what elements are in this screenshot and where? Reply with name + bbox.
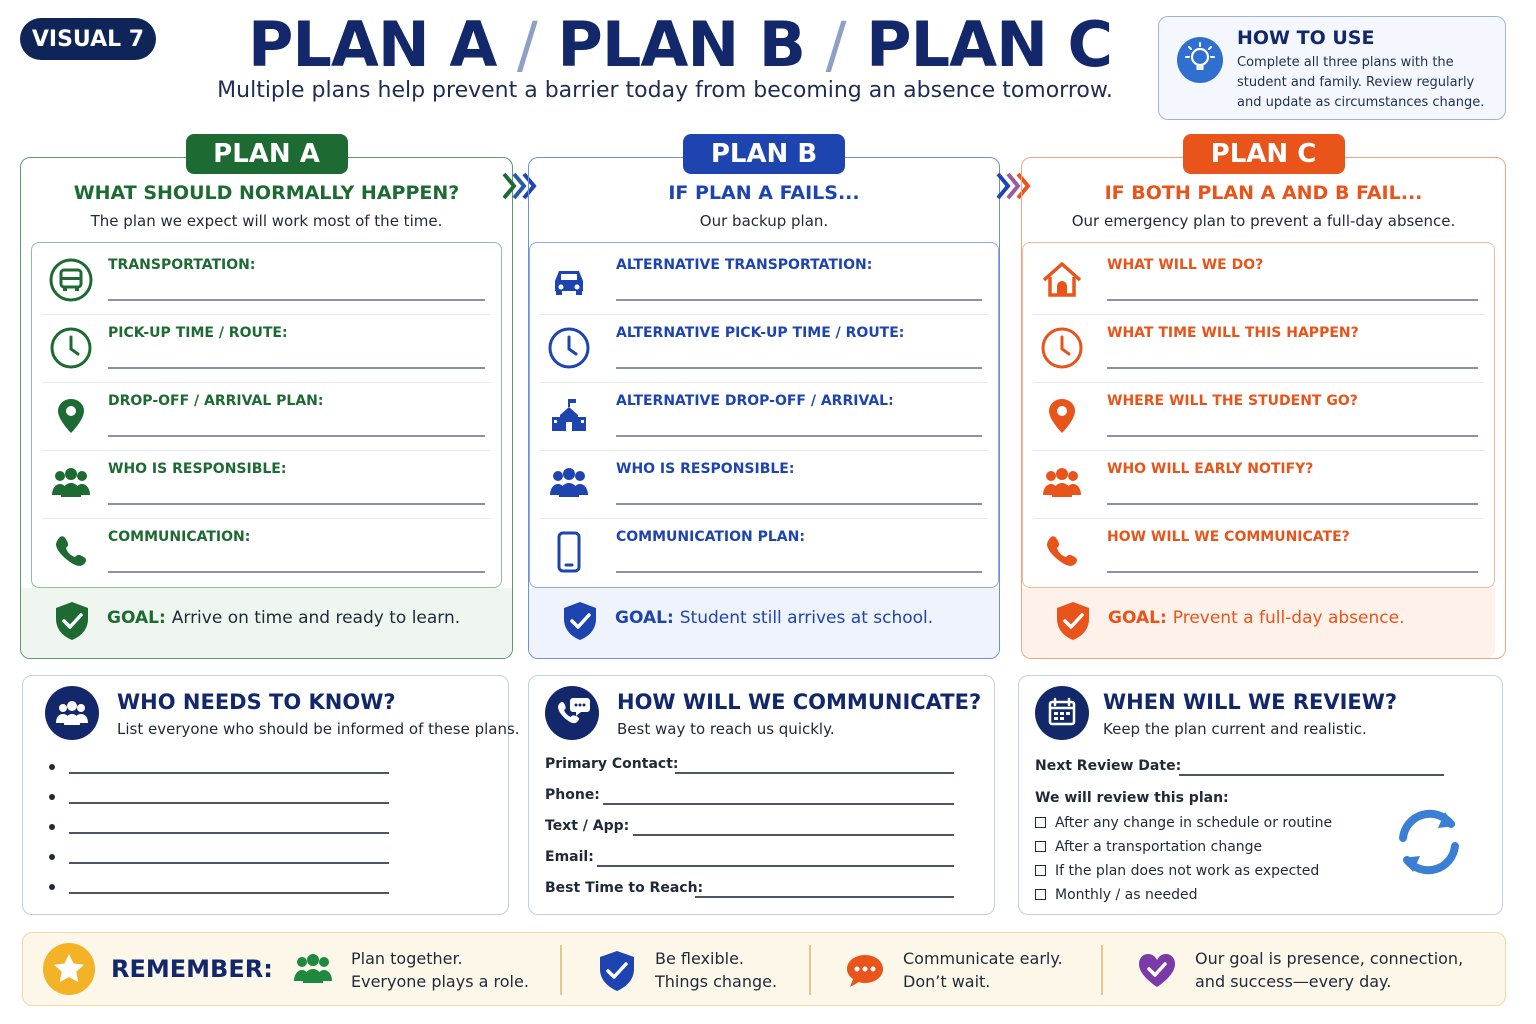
shield-check-icon xyxy=(53,600,91,642)
home-icon xyxy=(1039,257,1085,303)
divider xyxy=(1101,945,1103,995)
bullet-dot xyxy=(49,854,55,860)
field-label: WHAT TIME WILL THIS HAPPEN? xyxy=(1107,325,1359,341)
contact-row-text-app[interactable] xyxy=(545,818,954,840)
who-needs-to-know-card xyxy=(22,675,520,915)
clock-icon xyxy=(1039,325,1085,371)
blank-line[interactable] xyxy=(695,896,954,898)
field-label: WHERE WILL THE STUDENT GO? xyxy=(1107,393,1358,409)
visual-badge: VISUAL 7 xyxy=(20,18,156,60)
location-pin-icon xyxy=(1039,393,1085,439)
goal-value: Arrive on time and ready to learn. xyxy=(171,608,461,628)
plan-c-heading: IF BOTH PLAN A AND B FAIL... xyxy=(1104,182,1423,204)
blank-line[interactable] xyxy=(69,862,389,864)
goal-text xyxy=(615,608,933,628)
school-building-icon xyxy=(546,393,592,439)
row-label: Phone: xyxy=(545,787,600,803)
next-review-date-row[interactable] xyxy=(1035,758,1444,780)
field-blank-line[interactable] xyxy=(1107,299,1478,301)
field-blank-line[interactable] xyxy=(108,571,485,573)
plan-c-field-notify[interactable] xyxy=(1033,451,1484,519)
checkbox[interactable] xyxy=(1035,841,1046,852)
field-blank-line[interactable] xyxy=(616,435,982,437)
plan-b-tab: PLAN B xyxy=(683,134,845,174)
contact-row-best-time[interactable] xyxy=(545,880,954,902)
title-separator: / xyxy=(516,8,537,81)
checkbox[interactable] xyxy=(1035,817,1046,828)
bullet-blank-line[interactable] xyxy=(49,758,389,778)
remember-text xyxy=(903,947,1063,993)
bullet-dot xyxy=(49,824,55,830)
plan-a-field-pickup[interactable] xyxy=(42,315,491,383)
card-subtitle: Keep the plan current and realistic. xyxy=(1103,720,1367,738)
review-option[interactable] xyxy=(1035,815,1332,831)
bullet-blank-line[interactable] xyxy=(49,878,389,898)
shield-check-icon xyxy=(561,600,599,642)
remember-text xyxy=(1195,947,1463,993)
field-label: TRANSPORTATION: xyxy=(108,257,256,273)
field-label: ALTERNATIVE DROP-OFF / ARRIVAL: xyxy=(616,393,894,409)
field-blank-line[interactable] xyxy=(1107,503,1478,505)
blank-line[interactable] xyxy=(1179,774,1444,776)
field-label: ALTERNATIVE PICK-UP TIME / ROUTE: xyxy=(616,325,905,341)
plan-a-field-dropoff[interactable] xyxy=(42,383,491,451)
field-label: HOW WILL WE COMMUNICATE? xyxy=(1107,529,1350,545)
blank-line[interactable] xyxy=(69,772,389,774)
bullet-dot xyxy=(49,794,55,800)
field-label: DROP-OFF / ARRIVAL PLAN: xyxy=(108,393,324,409)
field-label: WHO WILL EARLY NOTIFY? xyxy=(1107,461,1314,477)
contact-row-email[interactable] xyxy=(545,849,954,871)
field-blank-line[interactable] xyxy=(108,435,485,437)
plan-c-field-time[interactable] xyxy=(1033,315,1484,383)
review-option[interactable] xyxy=(1035,839,1262,855)
phone-icon xyxy=(1039,529,1085,575)
plan-a-field-transportation[interactable] xyxy=(42,247,491,315)
review-option[interactable] xyxy=(1035,863,1319,879)
plan-c-field-where[interactable] xyxy=(1033,383,1484,451)
plan-a-goal xyxy=(21,588,512,658)
goal-value: Student still arrives at school. xyxy=(679,608,934,628)
chat-bubble-icon xyxy=(843,949,887,993)
phone-chat-icon xyxy=(545,686,599,740)
bus-icon xyxy=(48,257,94,303)
people-icon xyxy=(546,461,592,507)
option-label: Monthly / as needed xyxy=(1055,887,1198,903)
blank-line[interactable] xyxy=(633,834,954,836)
blank-line[interactable] xyxy=(675,772,954,774)
how-to-use-title: HOW TO USE xyxy=(1237,27,1375,49)
how-will-we-communicate-card xyxy=(528,675,995,915)
row-label: Text / App: xyxy=(545,818,630,834)
plan-b-field-dropoff[interactable] xyxy=(540,383,988,451)
remember-line: Be flexible. xyxy=(655,949,744,968)
plan-a-panel xyxy=(20,139,513,659)
bullet-dot xyxy=(49,884,55,890)
field-blank-line[interactable] xyxy=(108,367,485,369)
title-plan-c: PLAN C xyxy=(866,8,1113,81)
field-label: WHO IS RESPONSIBLE: xyxy=(108,461,287,477)
blank-line[interactable] xyxy=(69,802,389,804)
card-title: WHO NEEDS TO KNOW? xyxy=(117,690,396,714)
plan-c-tab: PLAN C xyxy=(1183,134,1345,174)
remember-line: Plan together. xyxy=(351,949,463,968)
phone-icon xyxy=(48,529,94,575)
review-option[interactable] xyxy=(1035,887,1197,903)
card-subtitle: List everyone who should be informed of these plans. xyxy=(117,720,520,738)
plan-b-field-transportation[interactable] xyxy=(540,247,988,315)
plan-b-description: Our backup plan. xyxy=(699,212,829,230)
plan-b-field-communication[interactable] xyxy=(540,519,988,587)
calendar-icon xyxy=(1035,686,1089,740)
page-subtitle: Multiple plans help prevent a barrier today from becoming an absence tomorrow. xyxy=(217,78,1113,103)
plan-c-fields xyxy=(1022,242,1495,588)
title-separator: / xyxy=(825,8,846,81)
location-pin-icon xyxy=(48,393,94,439)
shield-check-icon xyxy=(1054,600,1092,642)
field-blank-line[interactable] xyxy=(616,571,982,573)
plan-a-heading: WHAT SHOULD NORMALLY HAPPEN? xyxy=(73,182,460,204)
remember-line: Communicate early. xyxy=(903,949,1063,968)
option-label: After a transportation change xyxy=(1055,839,1263,855)
blank-line[interactable] xyxy=(69,832,389,834)
remember-line: Everyone plays a role. xyxy=(351,972,529,991)
remember-text xyxy=(655,947,777,993)
bullet-blank-line[interactable] xyxy=(49,848,389,868)
remember-strip xyxy=(22,932,1506,1006)
checkbox[interactable] xyxy=(1035,865,1046,876)
divider xyxy=(809,945,811,995)
remember-line: Things change. xyxy=(655,972,778,991)
bullet-dot xyxy=(49,764,55,770)
title-plan-b: PLAN B xyxy=(557,8,806,81)
field-blank-line[interactable] xyxy=(108,299,485,301)
goal-label: GOAL: xyxy=(107,608,166,628)
people-icon xyxy=(45,686,99,740)
field-label: PICK-UP TIME / ROUTE: xyxy=(108,325,288,341)
plan-c-goal xyxy=(1022,588,1495,658)
refresh-icon xyxy=(1387,800,1471,884)
contact-row-phone[interactable] xyxy=(545,787,954,809)
clock-icon xyxy=(546,325,592,371)
how-to-use-box xyxy=(1158,16,1506,120)
how-to-use-text: Complete all three plans with the student and family. Review regularly and update as circumstances change. xyxy=(1237,55,1485,110)
people-icon xyxy=(291,949,335,993)
field-blank-line[interactable] xyxy=(616,503,982,505)
goal-label: GOAL: xyxy=(1108,608,1167,628)
plan-c-field-what[interactable] xyxy=(1033,247,1484,315)
plan-b-fields xyxy=(529,242,999,588)
goal-text xyxy=(107,608,460,628)
plan-b-heading: IF PLAN A FAILS... xyxy=(668,182,860,204)
row-label: Email: xyxy=(545,849,594,865)
row-label: Best Time to Reach: xyxy=(545,880,704,896)
when-will-we-review-card xyxy=(1018,675,1503,915)
plan-a-field-responsible[interactable] xyxy=(42,451,491,519)
row-label: Next Review Date: xyxy=(1035,758,1182,774)
divider xyxy=(560,945,562,995)
review-plan-label: We will review this plan: xyxy=(1035,790,1229,806)
title-plan-a: PLAN A xyxy=(247,8,497,81)
plan-b-field-responsible[interactable] xyxy=(540,451,988,519)
checkbox[interactable] xyxy=(1035,889,1046,900)
bullet-blank-line[interactable] xyxy=(49,788,389,808)
plan-b-goal xyxy=(529,588,999,658)
field-blank-line[interactable] xyxy=(616,367,982,369)
remember-line: Our goal is presence, connection, xyxy=(1195,949,1464,968)
lightbulb-icon xyxy=(1177,37,1223,83)
field-label: COMMUNICATION: xyxy=(108,529,251,545)
car-icon xyxy=(546,257,592,303)
field-label: WHAT WILL WE DO? xyxy=(1107,257,1264,273)
remember-title: REMEMBER: xyxy=(111,955,273,983)
field-blank-line[interactable] xyxy=(1107,435,1478,437)
remember-line: Don’t wait. xyxy=(903,972,991,991)
option-label: After any change in schedule or routine xyxy=(1055,815,1333,831)
plan-a-tab: PLAN A xyxy=(186,134,348,174)
remember-text xyxy=(351,947,529,993)
goal-text xyxy=(1108,608,1404,628)
plan-a-description: The plan we expect will work most of the time. xyxy=(90,212,443,230)
blank-line[interactable] xyxy=(597,865,954,867)
field-label: ALTERNATIVE TRANSPORTATION: xyxy=(616,257,873,273)
shield-check-icon xyxy=(595,949,639,993)
row-label: Primary Contact: xyxy=(545,756,679,772)
field-blank-line[interactable] xyxy=(1107,571,1478,573)
plan-b-field-pickup[interactable] xyxy=(540,315,988,383)
heart-check-icon xyxy=(1135,949,1179,993)
field-label: WHO IS RESPONSIBLE: xyxy=(616,461,795,477)
contact-row-primary[interactable] xyxy=(545,756,954,778)
plan-a-fields xyxy=(31,242,502,588)
plan-b-panel xyxy=(528,139,1000,659)
field-blank-line[interactable] xyxy=(1107,367,1478,369)
card-title: HOW WILL WE COMMUNICATE? xyxy=(617,690,982,714)
goal-value: Prevent a full-day absence. xyxy=(1172,608,1405,628)
field-blank-line[interactable] xyxy=(108,503,485,505)
field-blank-line[interactable] xyxy=(616,299,982,301)
field-label: COMMUNICATION PLAN: xyxy=(616,529,805,545)
plan-c-panel xyxy=(1021,139,1506,659)
clock-icon xyxy=(48,325,94,371)
blank-line[interactable] xyxy=(69,892,389,894)
plan-c-field-communicate[interactable] xyxy=(1033,519,1484,587)
card-subtitle: Best way to reach us quickly. xyxy=(617,720,835,738)
mobile-phone-icon xyxy=(546,529,592,575)
plan-a-field-communication[interactable] xyxy=(42,519,491,587)
blank-line[interactable] xyxy=(603,803,954,805)
goal-label: GOAL: xyxy=(615,608,674,628)
page-title xyxy=(230,8,1130,81)
people-icon xyxy=(48,461,94,507)
remember-line: and success—every day. xyxy=(1195,972,1392,991)
option-label: If the plan does not work as expected xyxy=(1055,863,1320,879)
bullet-blank-line[interactable] xyxy=(49,818,389,838)
people-icon xyxy=(1039,461,1085,507)
plan-c-description: Our emergency plan to prevent a full-day absence. xyxy=(1071,212,1456,230)
star-icon xyxy=(43,943,95,995)
card-title: WHEN WILL WE REVIEW? xyxy=(1103,690,1398,714)
